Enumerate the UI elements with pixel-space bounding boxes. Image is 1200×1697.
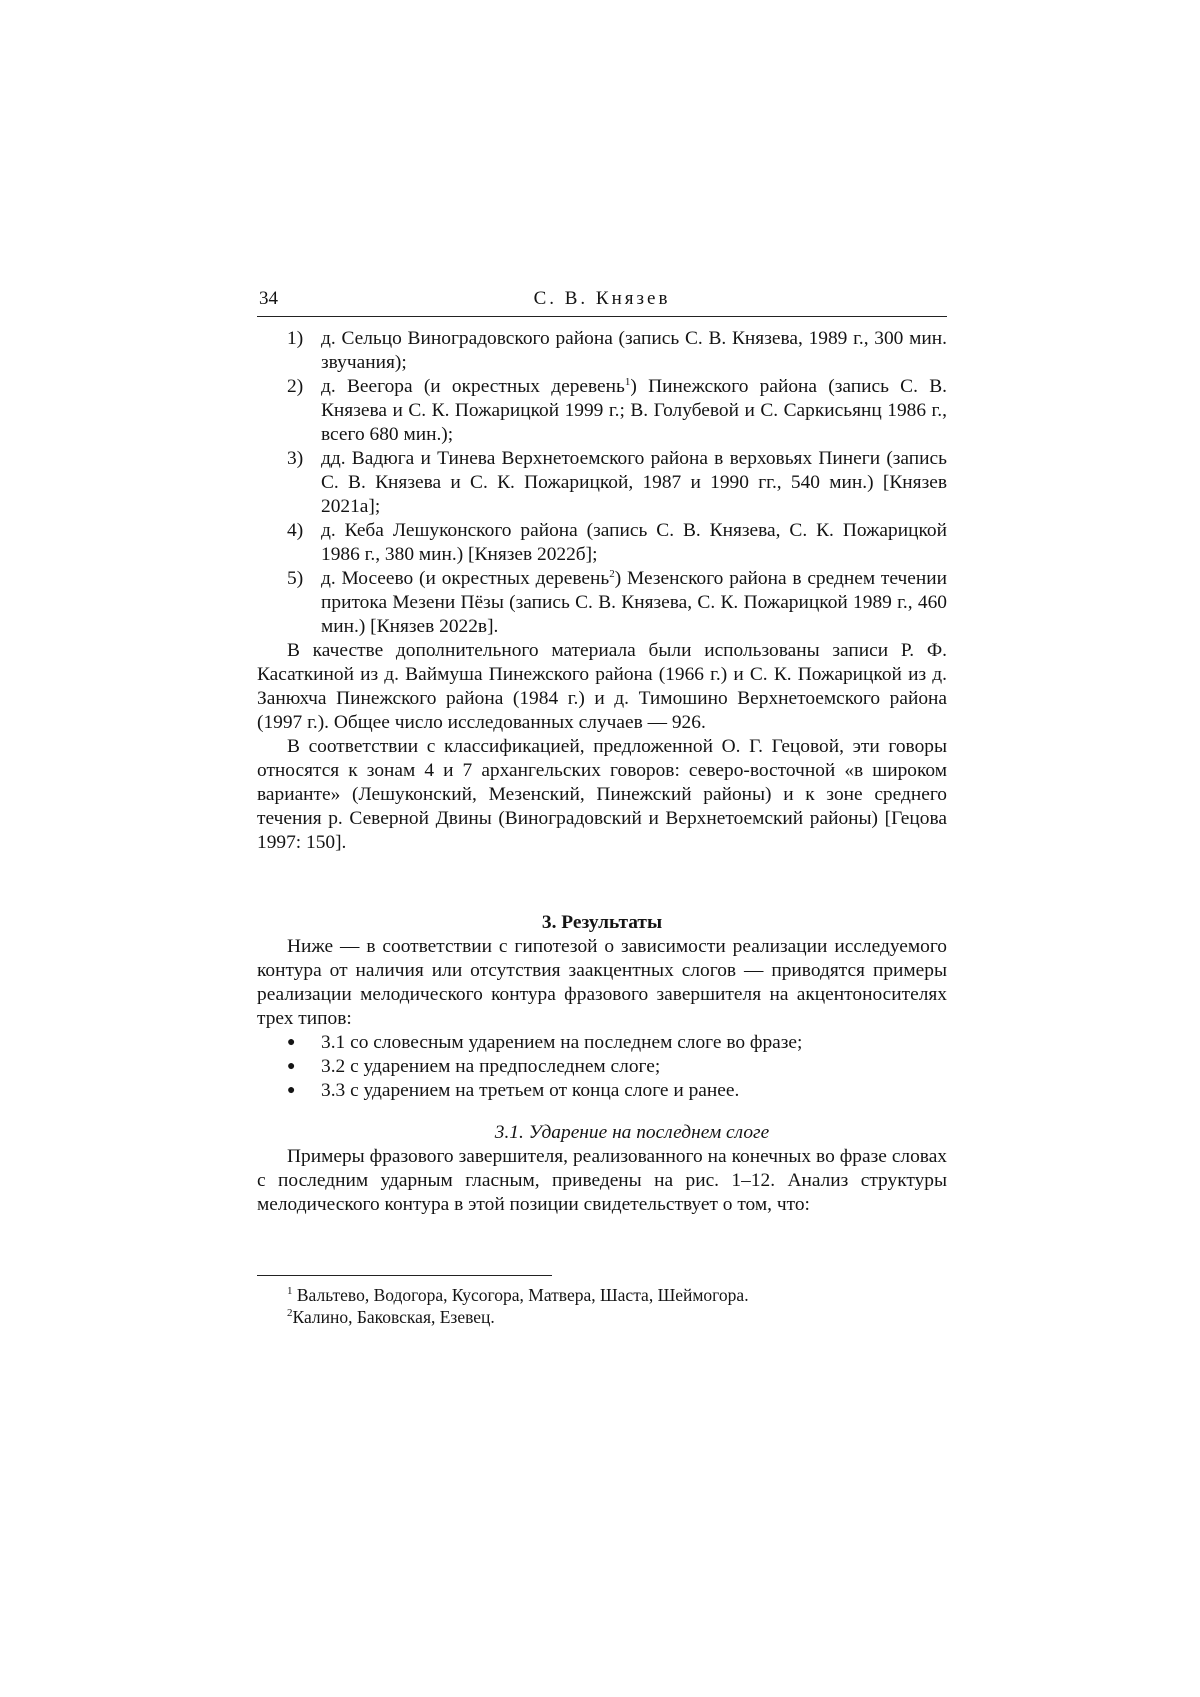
list-item bbox=[257, 327, 947, 375]
list-item bbox=[257, 567, 947, 639]
bullet-icon: ● bbox=[287, 1035, 296, 1050]
page bbox=[257, 286, 947, 1328]
section-heading-results: 3. Результаты bbox=[541, 912, 663, 933]
subsection-heading: 3.1. Ударение на последнем слоге bbox=[494, 1122, 770, 1143]
list-item bbox=[257, 1055, 947, 1079]
footnote-mark: 1 bbox=[287, 1285, 293, 1297]
bullet-text: 3.2 с ударением на предпоследнем слоге; bbox=[321, 1056, 661, 1077]
bullet-text: 3.1 со словесным ударением на последнем слоге во фразе; bbox=[321, 1032, 803, 1053]
running-title-author bbox=[257, 288, 947, 310]
sources-list bbox=[257, 327, 947, 639]
list-item bbox=[257, 1031, 947, 1055]
list-item-text: д. Сельцо Виноградовского района (запись С. В. Князева, 1989 г., 300 мин. звучания); bbox=[321, 328, 947, 373]
footnote bbox=[257, 1284, 947, 1306]
paragraph-additional-material: В качестве дополнительного материала были использованы записи Р. Ф. Касаткиной из д. Ваймуша Пинежского района (1966 г.) и С. К. Пожарицкой из д. Занюхча Пинежского района (1984 г.) и д. Тимошино Верхнетоемского района (1997 г.). Общее число исследованных случаев — 926. bbox=[257, 640, 947, 733]
footnote-ref: 1 bbox=[624, 376, 631, 388]
body-text bbox=[257, 327, 947, 1217]
list-item-number: 3) bbox=[287, 448, 304, 469]
footnote-text: Вальтево, Водогора, Кусогора, Матвера, Шаста, Шеймогора. bbox=[296, 1285, 749, 1305]
footnotes bbox=[257, 1284, 947, 1328]
list-item bbox=[257, 519, 947, 567]
list-item-number: 2) bbox=[287, 376, 304, 397]
list-item-number: 4) bbox=[287, 520, 304, 541]
footnote-text: Калино, Баковская, Езевец. bbox=[292, 1307, 495, 1327]
list-item-text-after: ) Мезенского района в среднем течении притока Мезени Пёзы (запись С. В. Князева, С. К. Пожарицкой 1989 г., 460 мин.) [Князев 2022в]. bbox=[321, 568, 947, 637]
bullet-text: 3.3 с ударением на третьем от конца слоге и ранее. bbox=[321, 1080, 740, 1101]
author-name: С. В. Князев bbox=[533, 288, 671, 309]
list-item bbox=[257, 375, 947, 447]
list-item bbox=[257, 447, 947, 519]
page-number: 34 bbox=[259, 288, 278, 309]
running-header bbox=[257, 286, 947, 317]
list-item-number: 1) bbox=[287, 328, 304, 349]
paragraph-results-intro: Ниже — в соответствии с гипотезой о зависимости реализации исследуемого контура от наличия или отсутствия заакцентных слогов — приводятся примеры реализации мелодического контура фразового завершителя на акцентоносителях трех типов: bbox=[257, 936, 947, 1029]
list-item-text: дд. Вадюга и Тинева Верхнетоемского района в верховьях Пинеги (запись С. В. Князева и С. К. Пожарицкой, 1987 и 1990 гг., 540 мин.) [Князев 2021а]; bbox=[321, 448, 947, 517]
paragraph-subsection: Примеры фразового завершителя, реализованного на конечных во фразе словах с последним ударным гласным, приведены на рис. 1–12. Анализ структуры мелодического контура в этой позиции свидетельствует о том, что: bbox=[257, 1146, 947, 1215]
footnote-ref: 2 bbox=[609, 568, 615, 580]
list-item-number: 5) bbox=[287, 568, 304, 589]
list-item-text: д. Кеба Лешуконского района (запись С. В. Князева, С. К. Пожарицкой 1986 г., 380 мин.) [Князев 2022б]; bbox=[321, 520, 947, 565]
bullet-icon: ● bbox=[287, 1083, 296, 1098]
paragraph-classification: В соответствии с классификацией, предложенной О. Г. Гецовой, эти говоры относятся к зонам 4 и 7 архангельских говоров: северо-восточной «в широком варианте» (Лешуконский, Мезенский, Пинежский районы) и к зоне среднего течения р. Северной Двины (Виноградовский и Верхнетоемский районы) [Гецова 1997: 150]. bbox=[257, 736, 947, 853]
bullet-list bbox=[257, 1031, 947, 1103]
list-item-text-before: д. Веегора (и окрестных деревень bbox=[321, 376, 625, 397]
list-item-text-after: ) Пинежского района (запись С. В. Князева и С. К. Пожарицкой 1999 г.; В. Голубевой и С. Саркисьянц 1986 г., всего 680 мин.); bbox=[321, 376, 947, 445]
list-item-text-before: д. Мосеево (и окрестных деревень bbox=[321, 568, 610, 589]
bullet-icon: ● bbox=[287, 1059, 296, 1074]
list-item bbox=[257, 1079, 947, 1103]
footnote-mark: 2 bbox=[287, 1307, 293, 1319]
footnote-divider bbox=[257, 1275, 552, 1276]
footnote bbox=[257, 1306, 947, 1328]
